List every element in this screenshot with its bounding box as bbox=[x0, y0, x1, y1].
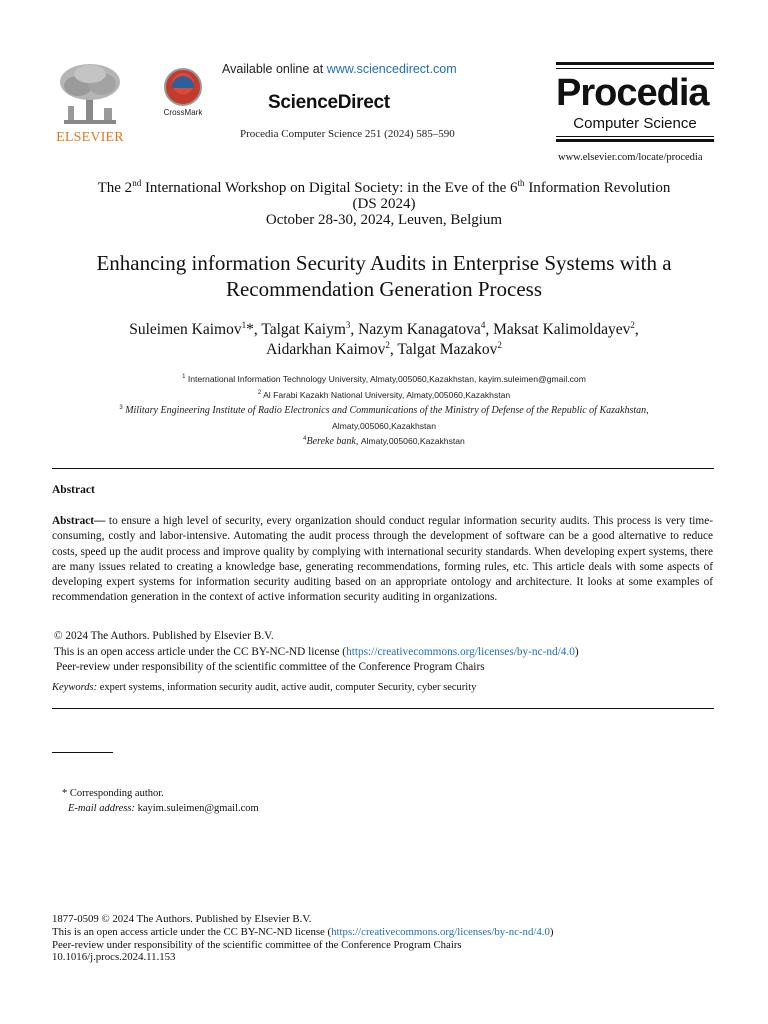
journal-title: Procedia bbox=[556, 72, 709, 114]
affil-text: Almaty,005060,Kazakhstan bbox=[360, 436, 465, 446]
author-affil-sup: 1 bbox=[241, 319, 247, 330]
footnote-rule bbox=[52, 752, 113, 753]
affil-text: Bereke bank, bbox=[306, 436, 361, 447]
peer-review-line: Peer-review under responsibility of the scientific committee of the Conference Program Chairs bbox=[56, 661, 485, 673]
author-affil-sup: 4 bbox=[480, 319, 486, 330]
copyright-line: © 2024 The Authors. Published by Elsevier B.V. bbox=[54, 630, 274, 642]
affil-text: Almaty,005060,Kazakhstan bbox=[332, 420, 436, 431]
conference-line-2: (DS 2024) bbox=[352, 196, 416, 212]
sciencedirect-wordmark: ScienceDirect bbox=[268, 92, 390, 113]
journal-url[interactable]: www.elsevier.com/locate/procedia bbox=[558, 152, 703, 163]
license-block bbox=[52, 629, 579, 676]
elsevier-wordmark: ELSEVIER bbox=[56, 130, 124, 145]
author-sep: , bbox=[389, 341, 398, 358]
affil-text: Al Farabi Kazakh National University, Almaty,005060,Kazakhstan bbox=[261, 389, 511, 400]
ordinal-suffix: nd bbox=[132, 178, 142, 188]
affil-sup: 3 bbox=[119, 405, 123, 412]
paper-title-line-2: Recommendation Generation Process bbox=[225, 277, 543, 301]
affiliation-4 bbox=[40, 434, 728, 450]
email-label: E-mail address: bbox=[68, 802, 135, 814]
logo-rule bbox=[556, 62, 714, 65]
license-link[interactable]: https://creativecommons.org/licenses/by-nc-nd/4.0 bbox=[346, 645, 575, 658]
author-name[interactable]: Talgat Kaiym bbox=[261, 321, 346, 338]
author-name[interactable]: Aidarkhan Kaimov bbox=[266, 341, 386, 358]
affil-text: Military Engineering Institute of Radio Electronics and Communications of the Ministry of Defense of the Republic of Kazakhstan, bbox=[122, 405, 649, 416]
email-address[interactable]: kayim.suleimen@gmail.com bbox=[134, 802, 259, 814]
available-online-prefix: Available online at bbox=[222, 62, 327, 76]
author-line-1 bbox=[40, 320, 728, 340]
author-affil-sup: 3 bbox=[345, 319, 351, 330]
affil-sup: 4 bbox=[303, 436, 307, 443]
conference-line-1 bbox=[40, 180, 728, 196]
paper-title-line-1: Enhancing information Security Audits in Enterprise Systems with a bbox=[96, 251, 672, 275]
conference-line-3: October 28-30, 2024, Leuven, Belgium bbox=[265, 212, 503, 228]
affiliation-2 bbox=[40, 388, 728, 404]
corresponding-author: * Corresponding author. bbox=[62, 788, 164, 799]
author-affil-sup: 2 bbox=[630, 319, 635, 330]
open-access-text: ) bbox=[574, 645, 579, 658]
author-line-2 bbox=[40, 340, 728, 360]
sciencedirect-link[interactable]: www.sciencedirect.com bbox=[326, 62, 457, 76]
author-affil-sup: 2 bbox=[497, 339, 502, 350]
section-divider bbox=[52, 708, 714, 709]
author-affil-sup: 2 bbox=[385, 339, 390, 350]
issn-line: 1877-0509 © 2024 The Authors. Published by Elsevier B.V. bbox=[52, 913, 312, 925]
affil-sup: 2 bbox=[257, 389, 262, 396]
footer-text: This is an open access article under the CC BY-NC-ND license ( bbox=[52, 925, 332, 938]
keywords-text: expert systems, information security audit, active audit, computer Security, cyber security bbox=[97, 682, 477, 693]
author-sep: , bbox=[634, 321, 639, 338]
affiliation-1 bbox=[40, 372, 728, 388]
doi[interactable]: 10.1016/j.procs.2024.11.153 bbox=[52, 951, 176, 964]
elsevier-logo bbox=[50, 62, 130, 150]
abstract-text: to ensure a high level of security, every organization should conduct regular information security audits. This process is very time-consuming, costly and labor-intensive. Automating the audit process through the development of software can be a good alternative to reduce costs, speed up the audit process and improve quality by complying with international security standards. When developing expert systems, there are many issues related to creating a knowledge base, generating recommendations, forming rules, etc. This article deals with some aspects of developing expert systems for information security auditing based on an appropriate ontology and architecture. It looks at some examples of recommendation generation in the context of active information security auditing in organizations. bbox=[52, 515, 713, 604]
ordinal-suffix: th bbox=[517, 178, 525, 188]
author-name[interactable]: Suleimen Kaimov bbox=[129, 321, 242, 338]
available-online bbox=[222, 62, 457, 76]
elsevier-tree-icon bbox=[56, 62, 124, 128]
open-access-line bbox=[52, 645, 579, 661]
footer-text: ) bbox=[549, 925, 554, 938]
abstract-lead: Abstract— bbox=[52, 515, 106, 527]
abstract-body bbox=[52, 514, 713, 606]
author-sep: , bbox=[253, 321, 262, 338]
affil-sup: 1 bbox=[182, 374, 186, 381]
author-name[interactable]: Maksat Kalimoldayev bbox=[493, 321, 631, 338]
affil-text: International Information Technology University, Almaty,005060,Kazakhstan, kayim.suleimen@gmail.com bbox=[185, 374, 586, 384]
crossmark-icon bbox=[164, 68, 202, 106]
conference-info bbox=[40, 180, 728, 228]
author-sep: , bbox=[485, 321, 494, 338]
crossmark-badge[interactable] bbox=[158, 68, 208, 120]
logo-rule bbox=[556, 136, 714, 137]
affiliation-3-cont bbox=[40, 419, 728, 435]
keywords bbox=[52, 682, 476, 693]
journal-reference: Procedia Computer Science 251 (2024) 585–590 bbox=[240, 128, 455, 140]
crossmark-label: CrossMark bbox=[163, 108, 203, 117]
procedia-logo bbox=[556, 62, 714, 142]
footnote bbox=[62, 787, 259, 816]
author-sep: , bbox=[350, 321, 359, 338]
footer-license-link[interactable]: https://creativecommons.org/licenses/by-nc-nd/4.0 bbox=[331, 925, 550, 938]
affiliation-3 bbox=[40, 403, 728, 419]
conference-text: Information Revolution bbox=[524, 180, 671, 196]
footer-peer-review: Peer-review under responsibility of the scientific committee of the Conference Program Chairs bbox=[52, 938, 462, 951]
abstract-heading: Abstract bbox=[52, 484, 95, 496]
footer-open-access bbox=[52, 926, 553, 939]
author-name[interactable]: Nazym Kanagatova bbox=[358, 321, 481, 338]
open-access-text: This is an open access article under the CC BY-NC-ND license ( bbox=[54, 645, 347, 658]
journal-subtitle: Computer Science bbox=[573, 115, 697, 132]
corresponding-mark: * bbox=[246, 321, 254, 338]
author-list bbox=[40, 320, 728, 360]
section-divider bbox=[52, 468, 714, 469]
conference-text: International Workshop on Digital Society: in the Eve of the 6 bbox=[141, 180, 518, 196]
paper-title bbox=[40, 250, 728, 302]
email-line bbox=[62, 802, 259, 817]
conference-text: The 2 bbox=[97, 180, 133, 196]
author-name[interactable]: Talgat Mazakov bbox=[397, 341, 498, 358]
keywords-label: Keywords: bbox=[52, 682, 98, 693]
logo-rule bbox=[556, 68, 714, 69]
page-footer bbox=[52, 913, 553, 964]
affiliations bbox=[40, 372, 728, 450]
logo-rule bbox=[556, 139, 714, 142]
